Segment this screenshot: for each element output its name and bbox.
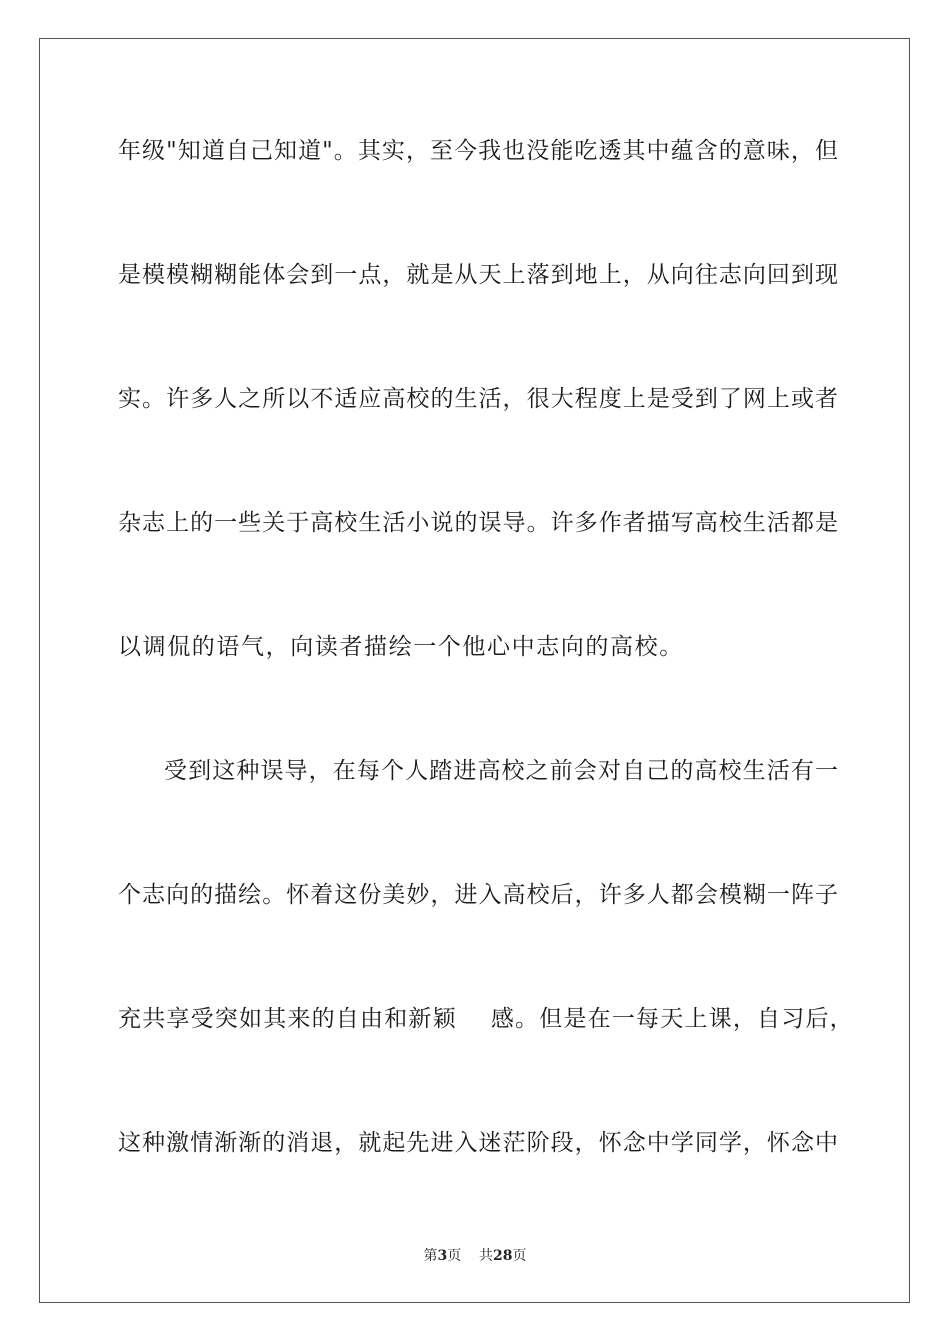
- body-text-line-5: 以调侃的语气，向读者描绘一个他心中志向的高校。: [118, 634, 684, 660]
- footer-page-suffix: 页: [447, 1248, 462, 1264]
- body-text-line-8: 充共享受突如其来的自由和新颖 感。但是在一每天上课，自习后，: [118, 1006, 854, 1032]
- footer-total-pages: 28: [493, 1248, 513, 1264]
- body-text-line-6: 受到这种误导，在每个人踏进高校之前会对自己的高校生活有一: [164, 758, 838, 784]
- body-text-line-3: 实。许多人之所以不适应高校的生活，很大程度上是受到了网上或者: [118, 386, 838, 412]
- body-text-line-7: 个志向的描绘。怀着这份美妙，进入高校后，许多人都会模糊一阵子: [118, 882, 838, 908]
- body-text-line-2: 是模模糊糊能体会到一点，就是从天上落到地上，从向往志向回到现: [118, 262, 838, 288]
- body-text-line-4: 杂志上的一些关于高校生活小说的误导。许多作者描写高校生活都是: [118, 510, 838, 536]
- page-border: [39, 38, 910, 1303]
- footer-total-prefix: 共: [479, 1248, 494, 1264]
- footer-page-number: 3: [437, 1248, 448, 1264]
- body-text-line-1: 年级"知道自己知道"。其实，至今我也没能吃透其中蕴含的意味，但: [118, 138, 838, 164]
- footer-page-prefix: 第: [423, 1248, 438, 1264]
- footer-total-suffix: 页: [512, 1248, 527, 1264]
- body-text-line-9: 这种激情渐渐的消退，就起先进入迷茫阶段，怀念中学同学，怀念中: [118, 1130, 838, 1156]
- page-footer: [0, 1247, 950, 1265]
